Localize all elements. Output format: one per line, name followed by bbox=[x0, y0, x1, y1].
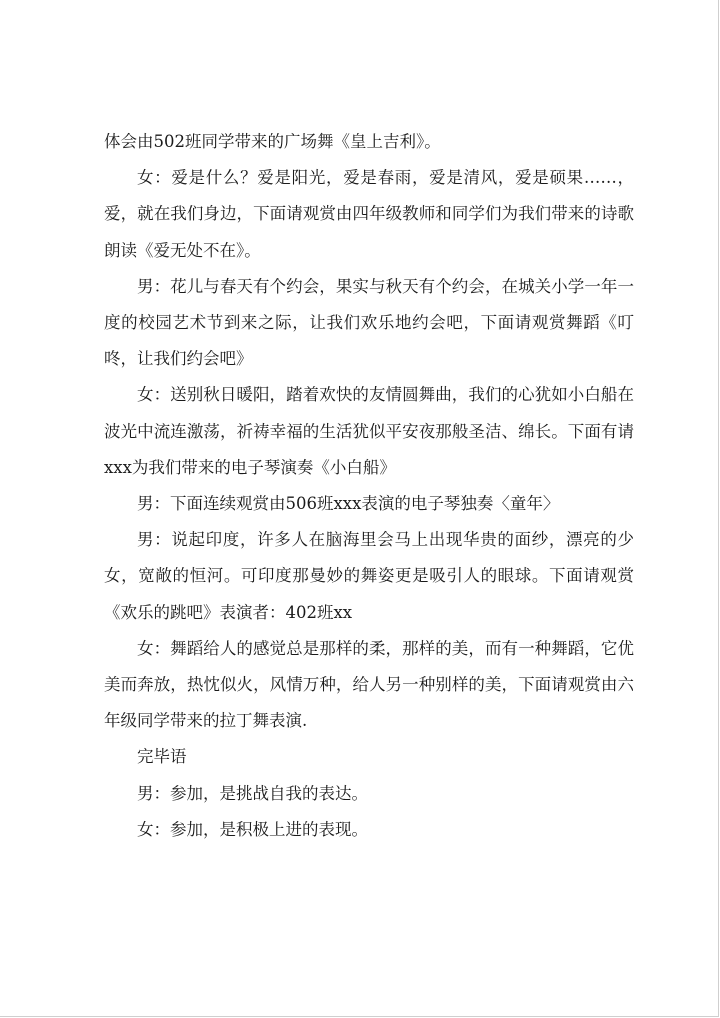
paragraph-2: 女：爱是什么？爱是阳光，爱是春雨，爱是清风，爱是硕果……，爱，就在我们身边，下面请观赏由四年级教师和同学们为我们带来的诗歌朗读《爱无处不在》。 bbox=[104, 168, 634, 260]
paragraph-10: 女：参加，是积极上进的表现。 bbox=[137, 819, 368, 839]
paragraph-1: 体会由502班同学带来的广场舞《皇上吉利》。 bbox=[104, 132, 441, 151]
paragraph-3: 男：花儿与春天有个约会，果实与秋天有个约会，在城关小学一年一度的校园艺术节到来之际，让我们欢乐地约会吧，下面请观赏舞蹈《叮咚，让我们约会吧》 bbox=[104, 276, 634, 369]
paragraph-6: 男：说起印度，许多人在脑海里会马上出现华贵的面纱，漂亮的少女，宽敞的恒河。可印度那曼妙的舞姿更是吸引人的眼球。下面请观赏《欢乐的跳吧》表演者：402班xx bbox=[104, 530, 634, 622]
paragraph-9: 男：参加，是挑战自我的表达。 bbox=[137, 783, 368, 803]
paragraph-7: 女：舞蹈给人的感觉总是那样的柔，那样的美，而有一种舞蹈，它优美而奔放，热忱似火，风情万种，给人另一种别样的美，下面请观赏由六年级同学带来的拉丁舞表演. bbox=[104, 638, 634, 731]
document-body bbox=[104, 124, 634, 848]
paragraph-5: 男：下面连续观赏由506班xxx表演的电子琴独奏〈童年〉 bbox=[137, 494, 560, 514]
closing-heading: 完毕语 bbox=[137, 747, 187, 767]
paragraph-4: 女：送别秋日暖阳，踏着欢快的友情圆舞曲，我们的心犹如小白船在波光中流连激荡，祈祷幸福的生活犹似平安夜那般圣洁、绵长。下面有请xxx为我们带来的电子琴演奏《小白船》 bbox=[104, 385, 634, 477]
